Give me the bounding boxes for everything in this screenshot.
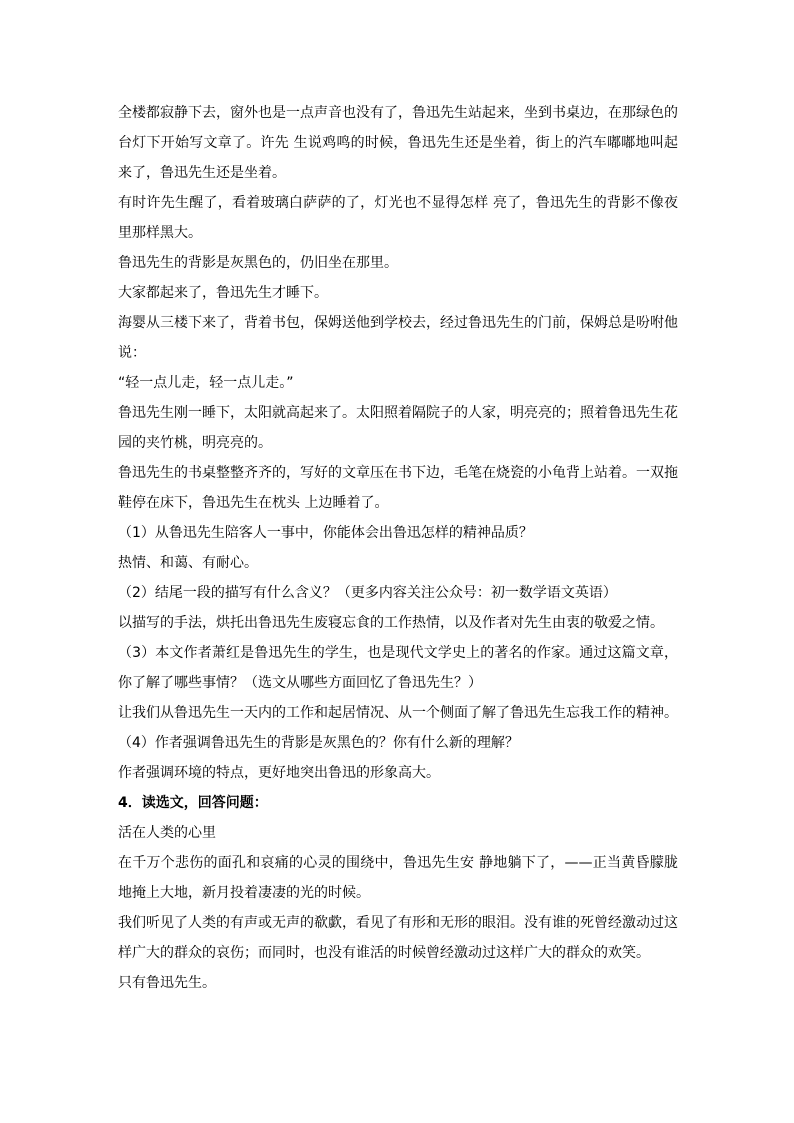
section-heading: 4．读选文，回答问题： xyxy=(118,795,268,811)
text-line: 样广大的群众的哀伤；而同时，也没有谁活的时候曾经激动过这样广大的群众的欢笑。 xyxy=(118,945,650,961)
text-line: 说： xyxy=(118,345,146,361)
document-page xyxy=(118,98,678,998)
text-line: 全楼都寂静下去，窗外也是一点声音也没有了，鲁迅先生站起来，坐到书桌边，在那绿色的 xyxy=(118,105,678,121)
question-line: （3）本文作者萧红是鲁迅先生的学生，也是现代文学史上的著名的作家。通过这篇文章， xyxy=(118,645,678,661)
text-line: 我们听见了人类的有声或无声的欷歔，看见了有形和无形的眼泪。没有谁的死曾经激动过这 xyxy=(118,915,678,931)
text-line: 鲁迅先生的背影是灰黑色的，仍旧坐在那里。 xyxy=(118,255,398,271)
text-line: 只有鲁迅先生。 xyxy=(118,975,216,991)
answer-line: 作者强调环境的特点，更好地突出鲁迅的形象高大。 xyxy=(118,765,440,781)
answer-line: 让我们从鲁迅先生一天内的工作和起居情况、从一个侧面了解了鲁迅先生忘我工作的精神。 xyxy=(118,705,678,721)
text-line: 鲁迅先生刚一睡下，太阳就高起来了。太阳照着隔院子的人家，明亮亮的；照着鲁迅先生花 xyxy=(118,405,678,421)
question-line: （1）从鲁迅先生陪客人一事中，你能体会出鲁迅怎样的精神品质？ xyxy=(118,525,533,541)
question-line: （4）作者强调鲁迅先生的背影是灰黑色的？你有什么新的理解？ xyxy=(118,735,519,751)
text-line: 里那样黑大。 xyxy=(118,225,202,241)
text-line: 鞋停在床下，鲁迅先生在枕头 上边睡着了。 xyxy=(118,495,389,511)
text-line: 在千万个悲伤的面孔和哀痛的心灵的围绕中，鲁迅先生安 静地躺下了，——正当黄昏朦胧 xyxy=(118,855,678,871)
text-line: 有时许先生醒了，看着玻璃白萨萨的了，灯光也不显得怎样 亮了，鲁迅先生的背影不像夜 xyxy=(118,195,678,211)
text-line: 园的夹竹桃，明亮亮的。 xyxy=(118,435,272,451)
answer-line: 以描写的手法，烘托出鲁迅先生废寝忘食的工作热情，以及作者对先生由衷的敬爱之情。 xyxy=(118,615,664,631)
passage-title: 活在人类的心里 xyxy=(118,825,216,841)
question-line: （2）结尾一段的描写有什么含义？（更多内容关注公众号：初一数学语文英语） xyxy=(118,585,617,601)
text-line: 鲁迅先生的书桌整整齐齐的，写好的文章压在书下边，毛笔在烧瓷的小龟背上站着。一双拖 xyxy=(118,465,678,481)
text-line: 海婴从三楼下来了，背着书包，保姆送他到学校去，经过鲁迅先生的门前，保姆总是吩咐他 xyxy=(118,315,678,331)
text-line: 来了，鲁迅先生还是坐着。 xyxy=(118,165,286,181)
text-line: 大家都起来了，鲁迅先生才睡下。 xyxy=(118,285,328,301)
text-line: 地掩上大地，新月投着凄凄的光的时候。 xyxy=(118,885,370,901)
quote-line: “轻一点儿走，轻一点儿走。” xyxy=(118,375,294,391)
answer-line: 热情、和蔼、有耐心。 xyxy=(118,555,258,571)
question-line: 你了解了哪些事情？（选文从哪些方面回忆了鲁迅先生？） xyxy=(118,675,482,691)
text-line: 台灯下开始写文章了。许先 生说鸡鸣的时候，鲁迅先生还是坐着，街上的汽车嘟嘟地叫起 xyxy=(118,135,678,151)
